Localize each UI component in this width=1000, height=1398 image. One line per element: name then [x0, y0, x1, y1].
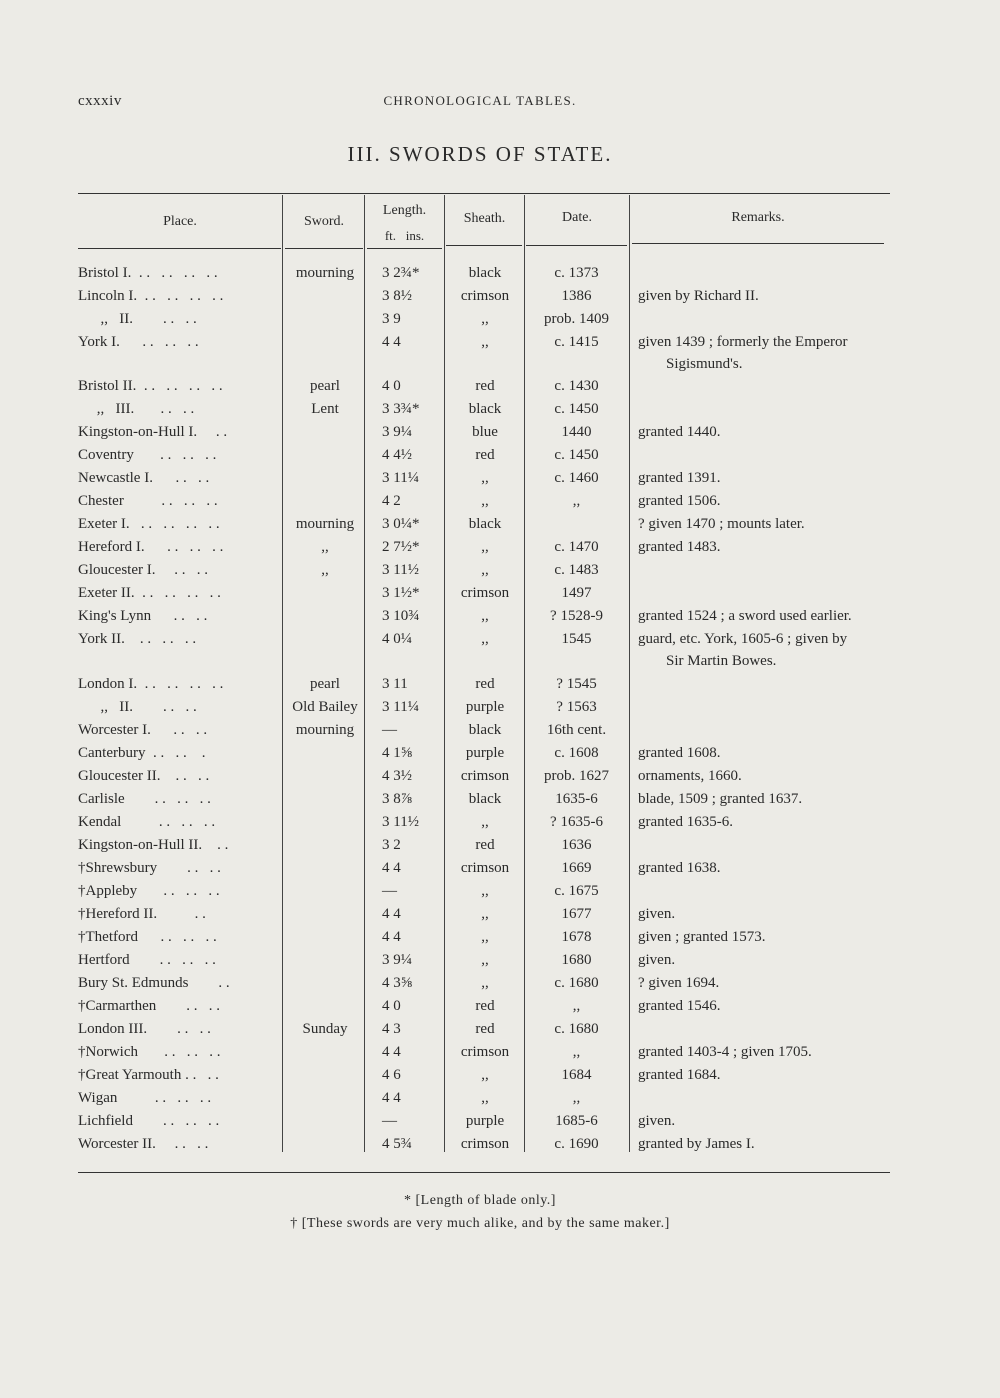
row-sword: Old Bailey — [292, 699, 358, 715]
row-length: 4 6 — [382, 1067, 401, 1083]
row-length: 2 7½* — [382, 539, 420, 555]
header-date: Date. — [562, 210, 592, 225]
row-place: London III. . . . . — [78, 1021, 211, 1037]
row-length: 3 11 — [382, 676, 408, 692]
row-remarks: given. — [638, 1113, 676, 1129]
row-place: Lichfield . . . . . . — [78, 1113, 220, 1129]
row-remarks: granted 1391. — [638, 470, 721, 486]
row-length: 3 11¼ — [382, 470, 419, 486]
row-date: ,, — [572, 998, 581, 1014]
row-date: c. 1608 — [554, 745, 599, 761]
row-place: Hertford . . . . . . — [78, 952, 216, 968]
header-remarks: Remarks. — [731, 210, 785, 225]
folio-number: cxxxiv — [78, 93, 122, 109]
row-sheath: black — [468, 265, 502, 281]
row-length: 3 8⅞ — [382, 791, 412, 807]
row-date: ? 1635-6 — [550, 814, 603, 830]
row-remarks: given. — [638, 906, 676, 922]
table-top-rule — [78, 193, 890, 194]
row-sheath: ,, — [481, 334, 489, 350]
header-sword: Sword. — [303, 214, 345, 229]
row-date: 16th cent. — [546, 722, 607, 738]
row-sheath: crimson — [460, 860, 510, 876]
row-place: Gloucester II. . . . . — [78, 768, 210, 784]
row-length: 4 1⅝ — [382, 745, 412, 761]
row-sheath: ,, — [481, 562, 489, 578]
row-remarks: granted 1403-4 ; given 1705. — [638, 1044, 812, 1060]
row-date: c. 1675 — [554, 883, 599, 899]
row-sheath: ,, — [481, 311, 489, 327]
row-sheath: black — [468, 791, 502, 807]
row-remarks: granted 1638. — [638, 860, 721, 876]
row-place: †Hereford II. . . — [78, 906, 206, 922]
row-remarks: granted by James I. — [638, 1136, 755, 1152]
row-length: 4 4 — [382, 929, 401, 945]
row-sword: mourning — [295, 516, 355, 532]
header-rule-sword — [285, 248, 363, 249]
row-sheath: crimson — [460, 1044, 510, 1060]
row-date: 1684 — [561, 1067, 592, 1083]
row-date: 1678 — [561, 929, 592, 945]
row-date: c. 1450 — [554, 447, 599, 463]
row-place: King's Lynn . . . . — [78, 608, 208, 624]
row-length: — — [382, 1113, 397, 1129]
row-length: 4 4 — [382, 860, 401, 876]
row-date: c. 1690 — [554, 1136, 599, 1152]
row-sword: ,, — [321, 539, 329, 555]
row-remarks: granted 1608. — [638, 745, 721, 761]
row-date: ,, — [572, 493, 581, 509]
row-place: Canterbury . . . . . — [78, 745, 206, 761]
row-sword: pearl — [310, 378, 340, 394]
row-remarks: given. — [638, 952, 676, 968]
row-length: 3 11½ — [382, 814, 419, 830]
row-place: Kingston-on-Hull II. . . — [78, 837, 229, 853]
row-place: Hereford I. . . . . . . — [78, 539, 224, 555]
row-sheath: red — [475, 998, 495, 1014]
row-sheath: purple — [465, 699, 505, 715]
row-sheath: crimson — [460, 288, 510, 304]
row-sheath: ,, — [481, 493, 489, 509]
row-sheath: crimson — [460, 1136, 510, 1152]
row-sheath: ,, — [481, 1090, 489, 1106]
row-date: c. 1415 — [554, 334, 599, 350]
row-sheath: black — [468, 722, 502, 738]
row-date: 1545 — [561, 631, 592, 647]
row-sheath: ,, — [481, 906, 489, 922]
row-length: 4 0 — [382, 998, 401, 1014]
row-length: 4 3½ — [382, 768, 412, 784]
row-remarks: given ; granted 1573. — [638, 929, 766, 945]
row-sheath: red — [475, 447, 495, 463]
row-sheath: black — [468, 401, 502, 417]
row-length: — — [382, 722, 397, 738]
row-place: ,, III. . . . . — [78, 401, 195, 417]
row-place: Exeter I. . . . . . . . . — [78, 516, 220, 532]
row-date: c. 1470 — [554, 539, 599, 555]
row-length: 4 3⅝ — [382, 975, 412, 991]
row-remarks: ? given 1694. — [638, 975, 720, 991]
row-sheath: ,, — [481, 975, 489, 991]
row-length: 3 2¾* — [382, 265, 420, 281]
row-remarks: granted 1524 ; a sword used earlier. — [638, 608, 852, 624]
row-place: London I. . . . . . . . . — [78, 676, 224, 692]
row-place: York II. . . . . . . — [78, 631, 197, 647]
column-divider-2 — [364, 195, 365, 1152]
row-sheath: red — [475, 378, 495, 394]
column-divider-5 — [629, 195, 630, 1152]
column-divider-1 — [282, 195, 283, 1152]
row-place: Kingston-on-Hull I. . . — [78, 424, 228, 440]
row-date: 1677 — [561, 906, 592, 922]
row-remarks: granted 1546. — [638, 998, 721, 1014]
row-place: Lincoln I. . . . . . . . . — [78, 288, 224, 304]
row-sheath: ,, — [481, 1067, 489, 1083]
row-date: 1440 — [561, 424, 592, 440]
row-date: 1386 — [561, 288, 592, 304]
row-length: 4 3 — [382, 1021, 401, 1037]
row-sheath: purple — [465, 745, 505, 761]
row-sheath: ,, — [481, 631, 489, 647]
row-date: ,, — [572, 1044, 581, 1060]
header-rule-remarks — [632, 243, 884, 244]
row-date: 1685-6 — [555, 1113, 598, 1129]
row-remarks: ? given 1470 ; mounts later. — [638, 516, 805, 532]
row-date: c. 1680 — [554, 1021, 599, 1037]
row-sword: mourning — [295, 265, 355, 281]
table-bottom-rule — [78, 1172, 890, 1173]
row-date: 1497 — [561, 585, 592, 601]
row-sword: pearl — [310, 676, 340, 692]
row-date: ? 1528-9 — [550, 608, 603, 624]
row-sheath: ,, — [481, 929, 489, 945]
row-place: Coventry . . . . . . — [78, 447, 217, 463]
header-place: Place. — [163, 214, 197, 229]
row-place: Gloucester I. . . . . — [78, 562, 208, 578]
row-place: Worcester I. . . . . — [78, 722, 208, 738]
row-length: 4 2 — [382, 493, 401, 509]
running-title: CHRONOLOGICAL TABLES. — [383, 93, 577, 108]
row-remarks: granted 1684. — [638, 1067, 721, 1083]
row-date: ? 1563 — [556, 699, 597, 715]
row-sword: mourning — [295, 722, 355, 738]
row-place: Bristol II. . . . . . . . . — [78, 378, 223, 394]
row-place: Worcester II. . . . . — [78, 1136, 209, 1152]
header-rule-place — [78, 248, 281, 249]
row-length: 3 9¼ — [382, 424, 412, 440]
row-sword: Sunday — [302, 1021, 348, 1037]
row-date: prob. 1409 — [544, 311, 609, 327]
row-sword: ,, — [321, 562, 329, 578]
row-date: ? 1545 — [556, 676, 597, 692]
row-sheath: ,, — [481, 539, 489, 555]
row-length: 3 9 — [382, 311, 401, 327]
header-length: Length. — [382, 203, 427, 218]
row-sheath: red — [475, 1021, 495, 1037]
row-length: 3 2 — [382, 837, 401, 853]
row-place: Exeter II. . . . . . . . . — [78, 585, 221, 601]
row-place: Wigan . . . . . . — [78, 1090, 212, 1106]
row-place: Newcastle I. . . . . — [78, 470, 210, 486]
row-place: †Appleby . . . . . . — [78, 883, 220, 899]
row-place: Kendal . . . . . . — [78, 814, 216, 830]
row-length: 4 5¾ — [382, 1136, 412, 1152]
row-place: Bristol I. . . . . . . . . — [78, 265, 218, 281]
row-sheath: ,, — [481, 883, 489, 899]
row-remarks: ornaments, 1660. — [638, 768, 742, 784]
header-rule-length — [367, 248, 442, 249]
row-remarks-continued: Sigismund's. — [666, 356, 743, 372]
row-length: 4 4½ — [382, 447, 412, 463]
row-sheath: ,, — [481, 470, 489, 486]
row-length: 4 0 — [382, 378, 401, 394]
row-date: 1636 — [561, 837, 592, 853]
row-date: prob. 1627 — [544, 768, 609, 784]
row-sword: Lent — [311, 401, 339, 417]
row-sheath: purple — [465, 1113, 505, 1129]
row-date: 1635-6 — [555, 791, 598, 807]
row-remarks: blade, 1509 ; granted 1637. — [638, 791, 803, 807]
row-sheath: crimson — [460, 768, 510, 784]
row-length: 3 3¾* — [382, 401, 420, 417]
row-length: 3 9¼ — [382, 952, 412, 968]
row-remarks: granted 1506. — [638, 493, 721, 509]
row-place: Carlisle . . . . . . — [78, 791, 211, 807]
footnote-dagger: † [These swords are very much alike, and by the same maker.] — [290, 1216, 670, 1231]
header-rule-date — [526, 245, 627, 246]
row-date: c. 1430 — [554, 378, 599, 394]
header-rule-sheath — [446, 245, 522, 246]
row-place: York I. . . . . . . — [78, 334, 199, 350]
row-place: †Norwich . . . . . . — [78, 1044, 221, 1060]
row-remarks: granted 1483. — [638, 539, 721, 555]
row-place: †Great Yarmouth . . . . — [78, 1067, 219, 1083]
row-sheath: ,, — [481, 608, 489, 624]
header-length-units: ft. ins. — [384, 228, 425, 243]
row-sheath: red — [475, 676, 495, 692]
row-length: — — [382, 883, 397, 899]
row-sheath: black — [468, 516, 502, 532]
row-length: 4 4 — [382, 334, 401, 350]
row-length: 3 8½ — [382, 288, 412, 304]
row-place: Chester . . . . . . — [78, 493, 218, 509]
row-sheath: ,, — [481, 814, 489, 830]
row-place: Bury St. Edmunds . . — [78, 975, 230, 991]
footnote-asterisk: * [Length of blade only.] — [404, 1193, 556, 1208]
row-sheath: ,, — [481, 952, 489, 968]
row-remarks: granted 1635-6. — [638, 814, 733, 830]
row-remarks-continued: Sir Martin Bowes. — [666, 653, 777, 669]
row-length: 3 1½* — [382, 585, 420, 601]
header-sheath: Sheath. — [463, 211, 506, 226]
row-date: c. 1373 — [554, 265, 599, 281]
row-length: 3 10¾ — [382, 608, 420, 624]
row-sheath: blue — [472, 424, 498, 440]
row-remarks: given by Richard II. — [638, 288, 759, 304]
row-length: 4 0¼ — [382, 631, 412, 647]
row-date: c. 1483 — [554, 562, 599, 578]
row-remarks: guard, etc. York, 1605-6 ; given by — [638, 631, 848, 647]
row-length: 3 11¼ — [382, 699, 419, 715]
row-place: ,, II. . . . . — [78, 311, 197, 327]
row-date: c. 1450 — [554, 401, 599, 417]
row-remarks: given 1439 ; formerly the Emperor — [638, 334, 848, 350]
row-sheath: crimson — [460, 585, 510, 601]
row-place: †Thetford . . . . . . — [78, 929, 217, 945]
row-place: †Shrewsbury . . . . — [78, 860, 221, 876]
row-sheath: red — [475, 837, 495, 853]
column-divider-3 — [444, 195, 445, 1152]
row-date: c. 1460 — [554, 470, 599, 486]
row-length: 4 4 — [382, 906, 401, 922]
row-length: 3 0¼* — [382, 516, 420, 532]
row-length: 3 11½ — [382, 562, 419, 578]
row-length: 4 4 — [382, 1044, 401, 1060]
row-date: ,, — [572, 1090, 581, 1106]
row-date: 1680 — [561, 952, 592, 968]
row-length: 4 4 — [382, 1090, 401, 1106]
section-title: III. SWORDS OF STATE. — [347, 142, 613, 166]
row-place: †Carmarthen . . . . — [78, 998, 221, 1014]
row-date: c. 1680 — [554, 975, 599, 991]
row-date: 1669 — [561, 860, 592, 876]
row-remarks: granted 1440. — [638, 424, 721, 440]
row-place: ,, II. . . . . — [78, 699, 197, 715]
